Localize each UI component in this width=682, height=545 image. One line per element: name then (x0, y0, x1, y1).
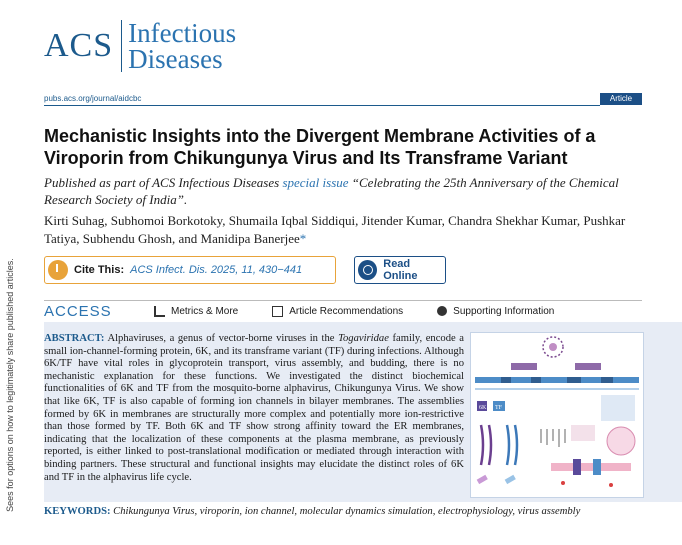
logo-divider (121, 20, 122, 72)
access-bar (44, 301, 642, 321)
corresponding-author-mark[interactable]: * (299, 231, 307, 246)
cite-label: Cite This: (74, 264, 125, 276)
access-label: ACCESS (44, 302, 112, 320)
document-icon (272, 306, 283, 317)
header-rule (44, 105, 600, 106)
side-margin-note: Sees for options on how to legitimately share published articles. (5, 258, 15, 512)
author-list (44, 212, 644, 248)
citation-reference: ACS Infect. Dis. 2025, 11, 430−441 (130, 264, 303, 276)
si-icon (437, 306, 447, 316)
globe-icon (358, 260, 377, 280)
bar-chart-icon (154, 306, 165, 317)
logo-journal-name (128, 20, 236, 72)
keywords-label: KEYWORDS: (44, 506, 111, 517)
keywords-terms: Chikungunya Virus, viroporin, ion channel, molecular dynamics simulation, electrophysiology, virus assembly (113, 506, 581, 517)
toc-illustration (471, 333, 643, 497)
abstract-label: ABSTRACT: (44, 333, 105, 344)
keywords (44, 506, 664, 517)
recommendations-label: Article Recommendations (289, 305, 404, 317)
quote-icon (48, 260, 68, 280)
published-prefix: Published as part of ACS Infectious Diseases (44, 175, 283, 190)
article-type-badge: Article (600, 93, 642, 105)
metrics-label: Metrics & More (171, 305, 239, 317)
read-online-button[interactable] (354, 256, 446, 284)
authors-text: Kirti Suhag, Subhomoi Borkotoky, Shumaila Iqbal Siddiqui, Jitender Kumar, Chandra Shekhar Kumar, Pushkar Tatiya, Subhendu Ghosh, and Manidipa Banerjee (44, 213, 626, 246)
supporting-info-button[interactable] (437, 306, 554, 317)
special-issue-link[interactable]: special issue (282, 175, 349, 190)
toc-graphic[interactable] (470, 332, 644, 498)
read-online-label: Read Online (383, 258, 418, 282)
cite-this-button[interactable] (44, 256, 336, 284)
logo-acronym: ACS (44, 27, 114, 64)
logo-name-line2: Diseases (128, 44, 223, 74)
journal-logo[interactable] (44, 20, 236, 72)
journal-url-link[interactable]: pubs.acs.org/journal/aidcbc (44, 94, 142, 103)
recommendations-button[interactable] (272, 306, 403, 317)
abstract-part1: Alphaviruses, a genus of vector-borne viruses in the (107, 333, 339, 344)
toc-tf-label: TF (495, 405, 503, 411)
abstract-taxon: Togaviridae (338, 333, 389, 344)
toc-6k-label: 6K (479, 405, 487, 411)
abstract-part2: family, encode a small ion-channel-forming protein, 6K, and its transframe variant (TF) during infections. Although 6K/TF have vital roles in glycoprotein transport, virus assembly, and budding, there is no mechanistic explanation for these functions. We investigated the distinct biochemical functionalities of 6K and TF from the mosquito-borne alphavirus, Chikungunya Virus. We show that like 6K, TF is also capable of forming ion channels in bilayer membranes. The assemblies formed by 6K in membranes are structurally more complex and potentially more ion-restrictive than those formed by TF. Both 6K and TF show strong affinity toward the ER membranes, indicating that the localization of these components at the plasma membrane, as previously reported, is either linked to post-translational modification or mediated through interaction with binding partners. These structural and functional insights may elucidate the distinct roles of 6K and TF in the alphavirus life cycle. (44, 333, 464, 483)
published-suffix: “Celebrating the 25th Anniversary of the Chemical Research Society of India”. (44, 175, 619, 207)
abstract-text (44, 333, 464, 484)
special-issue-note (44, 174, 644, 208)
article-title: Mechanistic Insights into the Divergent Membrane Activities of a Viroporin from Chikungunya Virus and Its Transframe Variant (44, 126, 596, 168)
metrics-button[interactable] (154, 306, 238, 317)
supporting-label: Supporting Information (453, 305, 555, 317)
logo-name-line1: Infectious (128, 18, 237, 48)
